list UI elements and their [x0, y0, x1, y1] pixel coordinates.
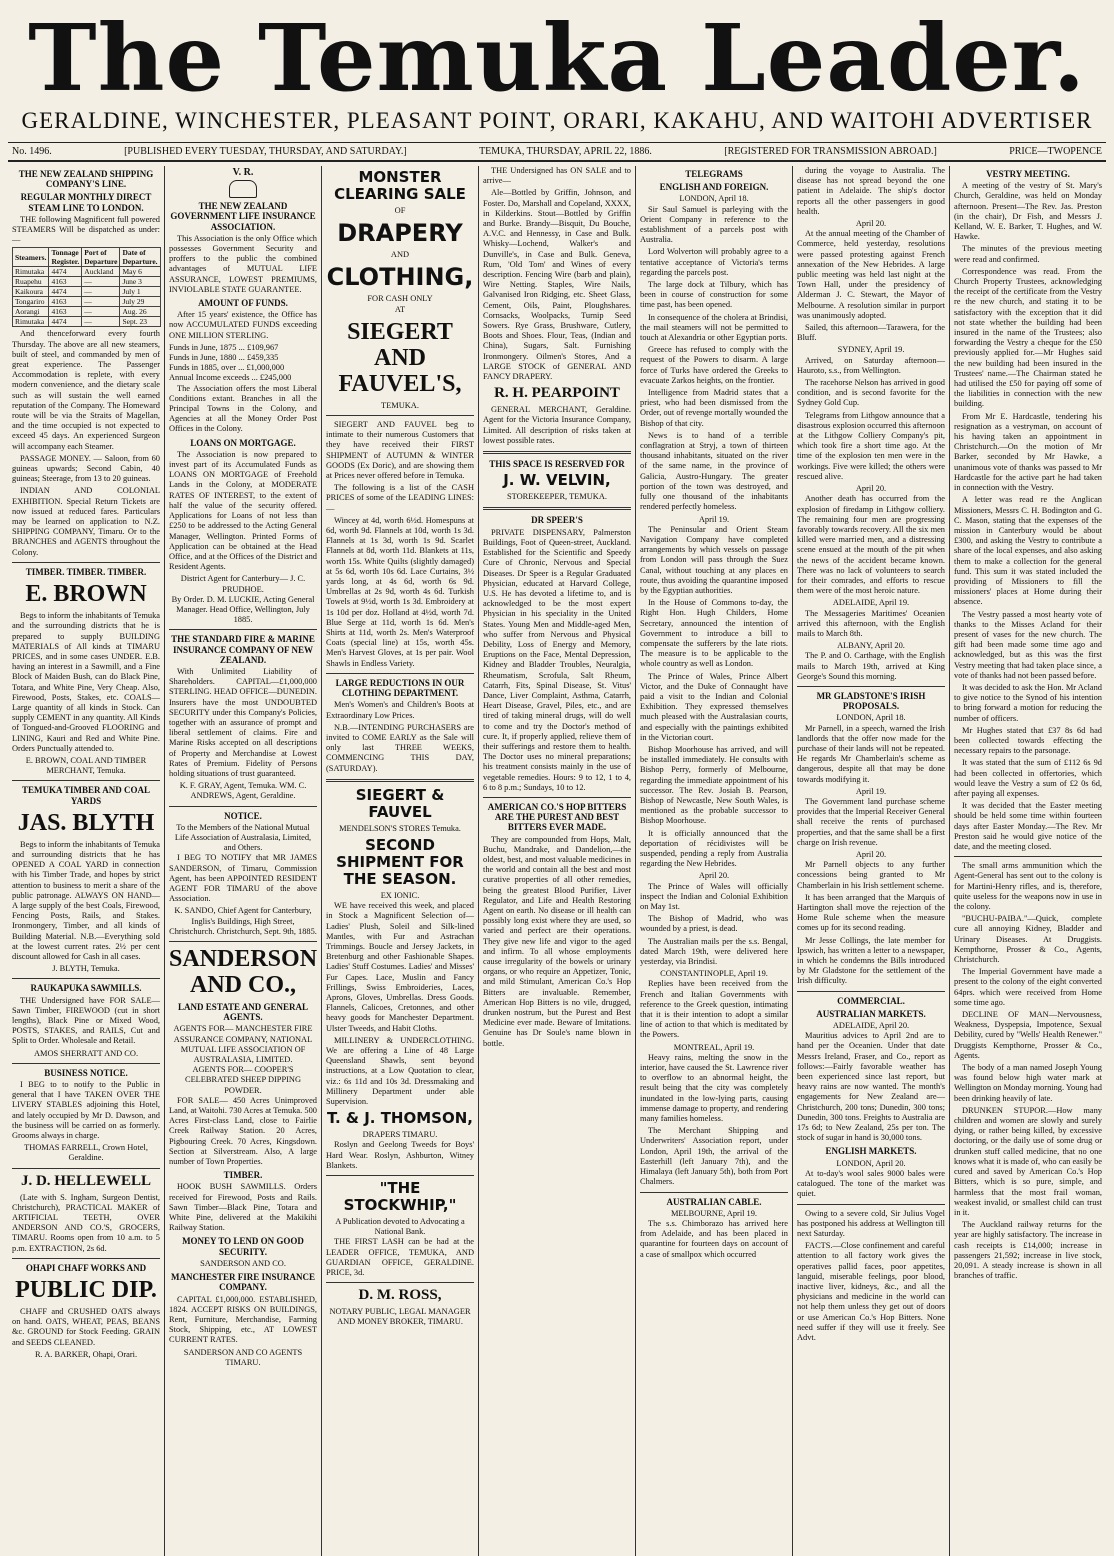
table-row	[13, 267, 161, 277]
ad-text: AGENTS FOR— COOPER'S CELEBRATED SHEEP DIPPING POWDER.	[184, 1065, 301, 1095]
article-text: Greece has refused to comply with the request of the Powers to disarm. A large force of Turks have ordered the Greeks to evacuate Zarkos heights, on the frontier.	[640, 345, 788, 385]
article-text: Replies have been received from the French and Italian Governments with reference to the Greek question, intimating that it is their intention to adopt a similar line of action to that which is meditated by the Powers.	[640, 979, 788, 1040]
ad-subheading: LAND ESTATE AND GENERAL AGENTS.	[178, 1002, 308, 1023]
article-text: Owing to a severe cold, Sir Julius Vogel has postponed his address at Wellington till next Saturday.	[797, 1208, 945, 1238]
table-cell: July 29	[120, 297, 160, 307]
article-text: Sailed, this afternoon—Tarawera, for the Bluff.	[797, 323, 945, 343]
section-heading: AUSTRALIAN CABLE.	[666, 1196, 762, 1207]
table-cell: 4163	[49, 307, 82, 317]
ad-heading: TIMBER. TIMBER. TIMBER.	[25, 566, 147, 577]
table-cell: Sept. 23	[120, 317, 160, 327]
table-row	[13, 307, 161, 317]
ad-text: A Publication devoted to Advocating a National Bank.	[335, 1217, 465, 1237]
column-6	[793, 166, 950, 1556]
ad-title: SECOND SHIPMENT FOR THE SEASON.	[336, 835, 464, 888]
list-item: Annual Income exceeds ... £245,000	[169, 373, 292, 383]
ad-text: (Late with S. Ingham, Surgeon Dentist, Christchurch), PRACTICAL MAKER of ARTIFICIAL TEETH, OVER ANDERSON AND CO.'S, GROCERS, TIMARU. Rooms open from 10 a.m. to 5 p.m. EXTRACTION, 2s 6d.	[12, 1192, 160, 1253]
column-1	[8, 166, 165, 1556]
article-text: The Government land purchase scheme provides that the Imperial Receiver General shall receive the rents of purchased properties, and that the same shall be a first charge on Irish revenue.	[797, 796, 945, 847]
ad-signature: J. BLYTH, Temuka.	[52, 964, 120, 974]
section-heading: TELEGRAMS	[685, 169, 743, 179]
ad-text: THE following Magnificent full powered STEAMERS Will be dispatched as under:—	[12, 214, 160, 245]
table-cell: 4163	[49, 297, 82, 307]
article-text: From Mr E. Hardcastle, tendering his resignation as a vestryman, on account of his having taken an appointment in Christchurch.—On the motion of Mr Barker, seconded by Mr Hawke, a unanimous vote of thanks was passed to Mr Hardcastle for the active part he had taken in connection with the Vestry.	[954, 411, 1102, 493]
ad-signature: By Order. D. M. LUCKIE, Acting General Manager. Head Office, Wellington, July 1885.	[171, 594, 315, 625]
ad-text: Wincey at 4d, worth 6½d. Homespuns at 6d, worth 9d. Flannels at 10d, worth 1s 3d. Flannels at 1s 3d, worth 1s 9d. Scarlet Flannels at 8d, worth 11d. Blankets at 11s, worth 15s. White Quilts (slightly damaged) at 5s 6d, worth 10s 6d. Lace Curtains, 3½ yards long, at 4s 6d, worth 6s 9d. Umbrellas at 2s 9d, worth 4s 6d. Turkish Towels at 9½d, worth 1s 3d. Embroidery at 1s 10d per doz. Holland at 4½d, worth 7d. Blue Serge at 11d, worth 1s 6d. Men's Shirts at 11d, worth 2s. Men's Waterproof Coats (special line) at 15s, worth 45s. Men's Harvest Gloves, at 1s per pair. Wool Shawls in Endless Variety.	[326, 515, 474, 668]
steamer-table	[12, 247, 161, 327]
ad-heading: THIS SPACE IS RESERVED FOR	[489, 459, 625, 470]
table-cell: —	[82, 307, 120, 317]
ad-text: SIEGERT AND FAUVEL beg to intimate to their numerous Customers that they have received their FIRST SHIPMENT of AUTUMN & WINTER GOODS (Ex Doric), and are showing them at Prices never offered before in Temuka.	[326, 420, 474, 481]
ad-text: The Association offers the most Liberal Conditions extant. Branches in all the Principal Towns in the Colony, and Agencies at all the Money Order Post Offices in the Colony.	[169, 383, 317, 434]
ad-text: Men's Women's and Children's Boots at Extraordinary Low Prices.	[326, 700, 474, 720]
article-text: The Peninsular and Orient Steam Navigation Company have completed arrangements by which vessels on passage from London will pass through the Suez Canal, without touching at any places en route, thus avoiding the quarantine imposed by the Egyptian authorities.	[640, 524, 788, 595]
list-item: Funds in June, 1875 ... £109,967	[169, 342, 279, 352]
section-heading: MR GLADSTONE'S IRISH PROPOSALS.	[816, 690, 926, 712]
ad-text: NOTARY PUBLIC, LEGAL MANAGER AND MONEY BROKER, TIMARU.	[329, 1307, 471, 1327]
article-text: The Bishop of Madrid, who was wounded by a priest, is dead.	[640, 914, 788, 934]
article-text: Telegrams from Lithgow announce that a disastrous explosion occurred this afternoon at the Lithgow Colliery Company's pit, which took fire a short time ago. At the time of the explosion ten men were in the workings. Five were killed; the others were rescued alive.	[797, 410, 945, 481]
ad-text: To the Members of the National Mutual Life Association of Australasia, Limited, and Others.	[174, 822, 312, 853]
table-cell: Tongariro	[13, 297, 49, 307]
ad-signature: SANDERSON AND CO AGENTS TIMARU.	[183, 1347, 303, 1367]
funds-list	[169, 343, 317, 384]
table-cell: May 6	[120, 267, 160, 277]
dateline-entry: MONTREAL, April 19.	[673, 1042, 755, 1052]
article-text: FACTS.—Close confinement and careful attention to all factory work gives the operatives pallid faces, poor appetites, languid, miserable feelings, poor blood, inactive liver, kidneys, &c., and all the physicians and medicine in the world can not help them unless they get out of doors or use American Co.'s Hop Bitters. None need suffer if they will use it freely. See Advt.	[797, 1241, 945, 1342]
ad-signature: R. A. BARKER, Ohapi, Orari.	[34, 1349, 138, 1359]
table-cell: 4474	[49, 287, 82, 297]
ad-title: T. & J. THOMSON,	[327, 1109, 473, 1128]
article-text: Lord Wolverton will probably agree to a tentative acceptance of Victoria's terms regarding the parcels post.	[640, 247, 788, 277]
ad-text: AT	[394, 304, 406, 314]
dateline-entry: April 20.	[855, 850, 887, 859]
dateline-entry: CONSTANTINOPLE, April 19.	[660, 969, 768, 979]
ad-title: SANDERSON AND CO.,	[169, 946, 318, 999]
ad-text: Ale—Bottled by Griffin, Johnson, and Foster. Do, Marshall and Copeland, XXXX, in Kilderkins. Stout—Bottled by Griffin and Burke. Brandy—Bisquit, Du Bouche, A.V.C. and Hennessy, in Case and Bulk. Whisky—Lochend, Walker's and Dunville's, in Case and Bulk. Geneva, Rum, 'Old Tom' and Wines of every description. Fencing Wire (barb and plain), Wire Netting. Staples, Wire Nails, Galvanised Iron Ridging, etc. Sheet Glass, Cement, Oils, Paint, Ploughshares. Cornsacks, Woolpacks, Turnip Seed Sowers. Rye Grass, Brushware, Cutlery, Boots and Shoes. Flour, Teas, (Indian and China), Sugars, Salt. Furnishing Ironmongery. Oilmen's Stores, And a LARGE STOCK of GENERAL AND FANCY DRAPERY.	[483, 188, 631, 382]
ad-signature: THOMAS FARRELL, Crown Hotel, Geraldine.	[24, 1143, 148, 1163]
ad-text: CHAFF and CRUSHED OATS always on hand. OATS, WHEAT, PEAS, BEANS &c. GROUND for Stock Feeding. GRAIN and SEEDS CLEANED.	[12, 1307, 160, 1347]
ad-text: PRIVATE DISPENSARY, Palmerston Buildings, Foot of Queen-street, Auckland. Established for the Scientific and Speedy Cure of Chronic, Nervous and Special Diseases. Dr Speer is a Regular Graduated Physician, educated at Harvard College, U.S. He has devoted a lifetime to, and is acknowledged to be the most expert Physician in his speciality in the United States. Young Men and Middle-aged Men, who suffer from Nervous and Physical Debility, Loss of Energy and Memory, Eruptions on the Face, Mental Depression, Kidney and Bladder Troubles, Neuralgia, Rheumatism, Scrofula, Salt Rheum, Catarrh, Fits, Spinal Disease, St. Vitus' Dance, Liver Complaint, Asthma, Catarrh, Heart Disease, Gravel, Piles, etc., and are tired of taking mineral drugs, will do well to come and try the Doctor's method of cure. It, if properly applied, relieve them of their sufferings and restore them to health. The Doctor uses no mineral preparations; his treatment consists mainly in the use of vegetable remedies. Hours: 9 to 12, 1 to 4, 6 to 8 p.m.; Sundays, 10 to 12.	[483, 527, 631, 792]
ad-text: MILLINERY & UNDERCLOTHING. We are offering a Line of 48 Large Queensland Shawls, sent beyond instructions, at a Low Quotation to clear, viz.: 6s 11d and 10s 3d. Dressmaking and Millinery Department under able Supervision.	[326, 1035, 474, 1106]
article-text: The Vestry passed a most hearty vote of thanks to the Misses Acland for their present of vases for the new church. The gift had been made some time ago and acknowledged, but as this was the first Vestry meeting that had taken place since, a vote of thanks had not been passed before.	[954, 609, 1102, 680]
ad-signature: SANDERSON AND CO.	[200, 1258, 286, 1268]
table-cell: Ruapehu	[13, 277, 49, 287]
table-header: Port of Departure	[82, 248, 120, 267]
article-text: The Auckland railway returns for the year are highly satisfactory. The increase in cash receipts is £14,000; increase in passengers 21,592; increase in live stock, 20,091. A steady increase is shown in all branches of traffic.	[954, 1220, 1102, 1281]
article-text: "BUCHU-PAIBA."—Quick, complete cure all annoying Kidney, Bladder and Urinary Diseases. At Druggists. Kempthorne, Prosser & Co., Agents, Christchurch.	[954, 914, 1102, 965]
table-cell: Kaikoura	[13, 287, 49, 297]
dateline-entry: SYDNEY, April 19.	[837, 345, 905, 355]
dateline-entry: April 20.	[855, 484, 887, 494]
table-cell: June 3	[120, 277, 160, 287]
ad-text: CAPITAL £1,000,000. ESTABLISHED, 1824. ACCEPT RISKS ON BUILDINGS, Rent, Furniture, Merchandise, Farming Stock, Shipping, etc., AT LOWEST CURRENT RATES.	[169, 1294, 317, 1345]
ad-text: PASSAGE MONEY. — Saloon, from 60 guineas upwards; Second Cabin, 40 guineas; Steerage, from 13 to 20 guineas.	[12, 453, 160, 484]
ad-text: THE Undersigned has ON SALE and to arrive—	[483, 166, 631, 186]
ad-signature: K. SANDO, Chief Agent for Canterbury, Inglis's Buildings, High Street, Christchurch. Christchurch, Sept. 9th, 1885.	[169, 906, 317, 936]
article-text: The minutes of the previous meeting were read and confirmed.	[954, 244, 1102, 264]
ad-heading: DR SPEER'S	[531, 515, 583, 526]
article-text: The Messageries Maritimes' Oceanien arrived this afternoon, with the English mails to March 8th.	[797, 608, 945, 638]
ad-text: WE have received this week, and placed in Stock a Magnificent Selection of— Ladies' Plush, Soleil and Silk-lined Mantles, with Fur and Astrachan Trimmings. Boucle and Jersey Jackets, in Bretenburg and other Fashionable Shapes. Ladies' Stuff Costumes. Ladies' and Misses' Fur Capes. Lace, Muslin and Fancy Frillings, Swiss Embroideries, Laces, Aprons, Gloves, Umbrellas. Dress Goods. Flannels, Calicoes, Cretonnes, and other heavy goods for Manchester Department. Ulster Tweeds, and Habit Cloths.	[326, 901, 474, 1033]
list-item: Funds in June, 1880 ... £459,335	[169, 353, 279, 363]
table-row	[13, 277, 161, 287]
ad-heading: THE NEW ZEALAND SHIPPING COMPANY'S LINE.	[18, 169, 154, 190]
table-header: Date of Departure.	[120, 248, 160, 267]
article-text: It has been arranged that the Marquis of Hartington shall move the rejection of the Home Rule scheme when the measure comes up for its second reading.	[797, 892, 945, 933]
ad-signature: K. F. GRAY, Agent, Temuka. WM. C. ANDREWS, Agent, Geraldine.	[179, 781, 307, 801]
ad-heading: NOTICE.	[224, 810, 262, 821]
article-text: It is officially announced that the deportation of récidivistes will be suspended, pending a reply from Australia regarding the New Hebrides.	[640, 828, 788, 869]
table-cell: 4163	[49, 277, 82, 287]
table-cell: —	[82, 317, 120, 327]
section-subheading: ENGLISH MARKETS.	[825, 1146, 917, 1157]
article-text: The Merchant Shipping and Underwriters' Association report, under London, April 19th, the arrival of the Easterhill (left January 7th), and the Himalaya (left January 5th), both from Port Chalmers.	[640, 1126, 788, 1187]
ad-text: STOREKEEPER, TEMUKA.	[507, 492, 607, 502]
article-text: News is to hand of a terrible conflagration at Stryj, a town of thirteen thousand inhabitants, situated on the river of the same name, in the province of Galicia, Austro-Hungary. The greater portion of the town was destroyed, and fully one thousand of the inhabitants rendered perfectly homeless.	[640, 430, 788, 512]
ad-text: HOOK BUSH SAWMILLS. Orders received for Firewood, Posts and Rails. Sawn Timber—Black Pine, Totara and White Pine, delivered at the Makikihi Railway Station.	[169, 1182, 317, 1233]
ad-text: I BEG TO NOTIFY that MR JAMES SANDERSON, of Timaru, Commission Agent, has been APPOINTED RESIDENT AGENT FOR TIMARU of the above Association.	[169, 853, 317, 904]
article-text: The s.s. Chimborazo has arrived here from Adelaide, and has been placed in quarantine for fourteen days on account of a case of smallpox which occurred	[640, 1218, 788, 1259]
ad-signature: AMOS SHERRATT AND CO.	[33, 1048, 139, 1058]
article-text: It was decided to ask the Hon. Mr Acland to give notice to the Synod of his intention to bring forward a motion for reducing the number of officers.	[954, 682, 1102, 723]
table-cell: Rimutaka	[13, 317, 49, 327]
column-4	[479, 166, 636, 1556]
crest-icon	[229, 180, 257, 198]
section-subheading: AUSTRALIAN MARKETS.	[816, 1008, 926, 1019]
ad-text: N.B.—INTENDING PURCHASERS are invited to COME EARLY as the Sale will only last THREE WEEKS, COMMENCING THIS DAY, (SATURDAY).	[326, 722, 474, 773]
ad-title: MONSTER CLEARING SALE	[334, 168, 466, 203]
dateline-entry: LONDON, April 20.	[836, 1158, 906, 1168]
ad-text: With Unlimited Liability of Shareholders. CAPITAL—£1,000,000 STERLING. HEAD OFFICE—DUNEDIN. Insurers have the most UNDOUBTED SECURITY under this Company's Policies, together with an assurance of prompt and liberal settlement of claims. Fire and Marine Risks accepted on all descriptions of Property and Merchandise at Lowest Rates of Premium. Fidelity of Persons holding situations of trust guaranteed.	[169, 666, 317, 778]
ad-text: TEMUKA.	[381, 400, 419, 410]
ad-heading: TIMBER.	[223, 1170, 263, 1181]
ad-text: AGENTS FOR— MANCHESTER FIRE ASSURANCE COMPANY, NATIONAL MUTUAL LIFE ASSOCIATION OF AUSTRALASIA, LIMITED.	[173, 1024, 313, 1065]
ad-heading: TEMUKA TIMBER AND COAL YARDS	[21, 785, 151, 806]
table-cell: Aorangi	[13, 307, 49, 317]
article-text: The small arms ammunition which the Agent-General has sent out to the colony is for Martini-Henry rifles, and is, therefore, quite useless for the weapons now in use in the colony.	[954, 861, 1102, 912]
article-text: Bishop Moorhouse has arrived, and will be installed immediately. He consults with Bishop Perry, formerly of Melbourne, regarding the immediate appointment of his successor. The Rev. Josiah B. Pearson, Bishop of Newcastle, New South Wales, is mentioned as the probable successor to Bishop Moorhouse.	[640, 744, 788, 826]
dateline-entry: April 20.	[698, 871, 730, 881]
ad-heading: BUSINESS NOTICE.	[44, 1067, 128, 1078]
ad-heading: THE STANDARD FIRE & MARINE INSURANCE COMPANY OF NEW ZEALAND.	[171, 634, 315, 665]
section-subheading: ENGLISH AND FOREIGN.	[659, 182, 769, 193]
article-text: Mr Jesse Collings, the late member for Ipswich, has written a letter to a newspaper, in which he condemns the Bills introduced by Mr Gladstone for the settlement of the Irish difficulty.	[797, 935, 945, 986]
ad-text: EX IONIC.	[380, 890, 420, 900]
columns	[8, 166, 1106, 1556]
ad-text: Begs to inform the inhabitants of Temuka and the surrounding districts that he is prepared to supply BUILDING MATERIALS of All kinds at TIMARU PRICES, and in some cases UNDER. E.B. having an interest in a Sawmill, and a Fine Block of Maiden Bush, can do Black Pine, Totara, and White Pine, Very Cheap. Also, Firewood, Posts, Stakes, etc. COALS—Large quantity of all kinds in Stock. Can supply CEMENT in any quantity. All Kinds of Tongued-and-Grooved FLOORING and LINING, Kauri and Red and White Pine. Orders Punctually attended to.	[12, 611, 160, 753]
issue-price: PRICE—TWOPENCE	[1009, 146, 1102, 157]
ad-text: District Agent for Canterbury— J. C. PRUDHOE.	[180, 574, 306, 594]
dateline-entry: April 19.	[698, 514, 730, 524]
article-text: DECLINE OF MAN—Nervousness, Weakness, Dyspepsia, Impotence, Sexual Debility, cured by "Wells' Health Renewer." Druggists Kempthorne, Prosser & Co., Agents.	[954, 1010, 1102, 1060]
royal-emblem	[169, 168, 317, 178]
ad-heading: MONEY TO LEND ON GOOD SECURITY.	[182, 1236, 304, 1257]
article-text: The racehorse Nelson has arrived in good condition, and is second favorite for the Sydney Gold Cup.	[797, 378, 945, 408]
ad-text: THE Undersigned have FOR SALE— Sawn Timber, FIREWOOD (cut in short lengths), Black Pine or Mixed Wood, POSTS, STAKES, and RAILS, Cut and Split to Order. Wholesale and Retail.	[12, 995, 160, 1046]
ad-subheading: REGULAR MONTHLY DIRECT STEAM LINE TO LONDON.	[20, 192, 152, 213]
article-text: The Prince of Wales, Prince Albert Victor, and the Duke of Connaught have paid a visit to the Indian and Colonial Exhibition. They expressed themselves much pleased with the Australasian courts, and especially with the paintings exhibited in the Victorian court.	[640, 671, 788, 742]
vr-mark: V. R.	[232, 167, 254, 178]
table-cell: —	[82, 277, 120, 287]
ad-text: This Association is the only Office which possesses Government Security and proffers to the public the combined advantages of MUTUAL LIFE ASSURANCE, LOWEST PREMIUMS, INVIOLABLE STATE GUARANTEE.	[169, 233, 317, 294]
article-text: Heavy rains, melting the snow in the interior, have caused the St. Lawrence river to overflow to an abnormal height, the result being that the city was completely inundated in the low-lying parts, causing immense damage to property, and rendering many families homeless.	[640, 1052, 788, 1124]
dateline	[8, 142, 1106, 162]
ad-title: J. W. VELVIN,	[503, 471, 611, 490]
masthead-title: The Temuka Leader.	[28, 4, 1086, 112]
article-text: The Prince of Wales will officially inspect the Indian and Colonial Exhibition on May 1st.	[640, 881, 788, 912]
registration-note: [REGISTERED FOR TRANSMISSION ABROAD.]	[724, 146, 937, 157]
column-7	[950, 166, 1106, 1556]
section-heading: COMMERCIAL.	[837, 995, 905, 1006]
table-cell: 4474	[49, 267, 82, 277]
column-2	[165, 166, 322, 1556]
article-text: It was decided that the Easter meeting should be held some time within fourteen days after Easter Monday.—The Rev. Mr Preston said he would give notice of the date, and the meeting closed.	[954, 801, 1102, 851]
ad-text: MENDELSON'S STORES Temuka.	[339, 823, 461, 833]
ad-text: I BEG to to notify to the Public in general that I have TAKEN OVER THE LIVERY STABLES adjoining this Hotel, and lately occupied by Mr D. Dawson, and the business will be carried on as formerly. Grooms always in charge.	[12, 1080, 160, 1141]
ad-text: FOR CASH ONLY	[367, 294, 433, 304]
ad-text: OF	[394, 206, 406, 215]
ad-title: JAS. BLYTH	[17, 809, 155, 836]
article-text: At to-day's wool sales 9000 bales were catalogued. The tone of the market was quiet.	[797, 1168, 945, 1199]
ad-title: DRAPERY	[337, 219, 463, 248]
ad-text: The following is a list of the CASH PRICES of some of the LEADING LINES:—	[326, 483, 474, 513]
table-header: Steamers.	[13, 248, 49, 267]
ad-text: INDIAN AND COLONIAL EXHIBITION. Special Return Tickets are now issued at reduced fares. Particulars may be learned on application to N.Z. SHIPPING COMPANY, Timaru. Or to the BRANCHES and AGENTS throughout the Colony.	[12, 486, 160, 557]
ad-title: "THE STOCKWHIP,"	[343, 1179, 457, 1214]
table-cell: Aug. 26	[120, 307, 160, 317]
section-heading: VESTRY MEETING.	[986, 169, 1070, 179]
ad-text: Roslyn and Geelong Tweeds for Boys' Hard Wear. Roslyn, Ashburton, Witney Blankets.	[326, 1140, 474, 1170]
dateline-entry: ALBANY, April 20.	[837, 641, 905, 651]
ad-heading: LOANS ON MORTGAGE.	[190, 437, 296, 448]
article-text: Correspondence was read. From the Church Property Trustees, acknowledging the receipt of the certificate from the Vestry re the new church, and stating it to be satisfactory with the exception that it did not state whether the building had been insured in the name of the Trustees; also forwarding the Vestry a cheque for the £50 previously applied for.—Mr Hughes said the new building had been insured in the Trustees' name.—The Chairman stated he had utilised the £50 for paying off some of the liabilities in connection with the new building.	[954, 266, 1102, 409]
ad-signature: E. BROWN, COAL AND TIMBER MERCHANT, Temuka.	[25, 755, 147, 776]
ad-text: Begs to inform the inhabitants of Temuka and surrounding districts that he has OPENED A COAL YARD in connection with his Timber Trade, and hopes by strict attention to business to merit a share of the public patronage. ALWAYS ON HAND— A large supply of the best Coals, Firewood, Fencing Posts, Rails, and Stakes. Ironmongery, Timber, and all kinds of Building Material. N.B.—Everything sold at the lowest current rates. 2½ per cent discount allowed for Cash in all cases.	[12, 839, 160, 961]
ad-title: PUBLIC DIP.	[15, 1277, 157, 1304]
ad-text: AND	[390, 250, 410, 260]
dateline-entry: ADELAIDE, April 19.	[832, 598, 910, 608]
table-row	[13, 297, 161, 307]
ad-title: CLOTHING,	[326, 263, 474, 292]
dateline-entry: MELBOURNE, April 19.	[670, 1208, 758, 1218]
publication-schedule: [PUBLISHED EVERY TUESDAY, THURSDAY, AND SATURDAY.]	[124, 146, 407, 157]
table-cell: 4474	[49, 317, 82, 327]
table-cell: —	[82, 297, 120, 307]
article-text: Mr Hughes stated that £37 8s 6d had been collected towards effecting the necessary repairs to the parsonage.	[954, 725, 1102, 756]
article-text: Intelligence from Madrid states that a priest, who had been dismissed from the Order, out of revenge mortally wounded the Bishop of that city.	[640, 388, 788, 428]
ad-text: THE FIRST LASH can be had at the LEADER OFFICE, TEMUKA, AND GUARDIAN OFFICE, GERALDINE. PRICE, 3d.	[326, 1237, 474, 1278]
article-text: The Imperial Government have made a present to the colony of the eight converted 64prs. which were received from Home some time ago.	[954, 967, 1102, 1007]
masthead-subtitle: GERALDINE, WINCHESTER, PLEASANT POINT, ORARI, KAKAHU, AND WAITOHI ADVERTISER	[21, 108, 1093, 133]
dateline-entry: April 19.	[855, 786, 887, 796]
ad-heading: MANCHESTER FIRE INSURANCE COMPANY.	[170, 1272, 316, 1293]
dateline-entry: LONDON, April 18.	[836, 713, 906, 723]
ad-heading: AMOUNT OF FUNDS.	[198, 298, 288, 309]
article-text: A meeting of the vestry of St. Mary's Church, Geraldine, was held on Monday afternoon. Present—The Rev. Jas. Preston (in the chair), Dr Fish, and Messrs J. Kelland, W. E. Barker, T. Hughes, and W. Hawke.	[954, 181, 1102, 242]
dateline-entry: ADELAIDE, April 20.	[832, 1021, 910, 1031]
ad-heading: OHAPI CHAFF WORKS AND	[25, 1262, 147, 1273]
table-cell: Rimutaka	[13, 267, 49, 277]
article-text: The body of a man named Joseph Young was found below high water mark at Wellington on Monday morning. Young had been drinking heavily of late.	[954, 1063, 1102, 1103]
article-text: Mauritius advices to April 2nd are to hand per the Oceanien. Under that date Messrs Ireland, Fraser, and Co., report as follows:—Fairly favorable weather has been experienced since last report, but heavy rains are now wanted. The month's engagements for New Zealand are—Christchurch, 200 tons; Dunedin, 300 tons; Dunedin, 300 tons. Freights to Australia are 17s 6d; to New Zealand, 25s per ton. The stock of sugar in hand is 30,000 tons.	[797, 1031, 945, 1143]
article-text: DRUNKEN STUPOR.—How many children and women are slowly and surely dying, or rather being killed, by excessive doctoring, or the daily use of some drug or drunken stuff called medicine, that no one knows what it is made of, who can easily be cured and saved by American Co.'s Hop Bitters, which is so pure, simple, and harmless that the most frail woman, weakest invalid, or smallest child can trust in it.	[954, 1105, 1102, 1217]
article-text: A letter was read re the Anglican Missioners, Messrs C. H. Bodington and G. C. Mason, stating that the expenses of the mission in Canterbury would be about £300, and asking the Vestry to contribute a share of the local expenses, and also asking them to make a collection for the general fund. This sum it was stated included the providing of Missioners to fill the missioners' places at Home during their absence.	[954, 495, 1102, 607]
ad-heading: THE NEW ZEALAND GOVERNMENT LIFE INSURANCE ASSOCIATION.	[170, 201, 316, 232]
article-text: In consequence of the cholera at Brindisi, the mail steamers will not be permitted to touch at Alexandria or other Egyptian ports.	[640, 312, 788, 343]
column-5	[636, 166, 793, 1556]
ad-title: SIEGERT AND FAUVEL'S,	[338, 318, 462, 397]
ad-heading: LARGE REDUCTIONS IN OUR CLOTHING DEPARTMENT.	[335, 677, 465, 699]
issue-number: No. 1496.	[12, 146, 52, 157]
table-row	[13, 317, 161, 327]
ad-heading: AMERICAN CO.'S HOP BITTERS ARE THE PUREST AND BEST BITTERS EVER MADE.	[487, 801, 627, 833]
ad-text: And thenceforward every fourth Thursday. The above are all new steamers, built of steel, and commanded by men of great experience. The Passenger Accommodation is replete, with every modern convenience, and the dietary scale such as will sustain the well earned reputation of the Company. The Homeward route will be via the Straits of Magellan, and the time occupied is not expected to exceed 45 days. An experienced Surgeon will accompany each Steamer.	[12, 329, 160, 451]
article-text: At the annual meeting of the Chamber of Commerce, held yesterday, resolutions were passed protesting against French annexation of the New Hebrides. A large public meeting was held last night at the Town Hall, under the presidency of Alderman J. C. Stewart, the Mayor of Melbourne. A resolution similar in purport was unanimously adopted.	[797, 229, 945, 320]
table-cell: —	[82, 287, 120, 297]
ad-title: R. H. PEARPOINT	[494, 385, 620, 402]
article-text: It was stated that the sum of £112 6s 9d had been collected in offertories, which would leave the Vestry a sum of £2 0s 6d, after paying all expenses.	[954, 758, 1102, 798]
article-text: The P. and O. Carthage, with the English mails to March 19th, arrived at King George's Sound this morning.	[797, 651, 945, 681]
table-row	[13, 287, 161, 297]
ad-text: FOR SALE— 450 Acres Unimproved Land, at Waitohi. 730 Acres at Temuka. 500 Acres First-class Land, close to Fairlie Creek Railway Station. 20 Acres, Pigbouring Creek. 70 Acres, Kingsdown. Section at Silverstream. Also, A large number of Town Properties.	[169, 1095, 317, 1167]
dateline-entry: LONDON, April 18.	[679, 194, 749, 204]
dateline-entry: April 20.	[855, 219, 887, 229]
article-text: Arrived, on Saturday afternoon—Hauroto, s.s., from Wellington.	[797, 355, 945, 375]
column-3	[322, 166, 479, 1556]
ad-title: SIEGERT & FAUVEL	[355, 785, 445, 821]
ad-heading: RAUKAPUKA SAWMILLS.	[30, 983, 142, 994]
ad-text: GENERAL MERCHANT, Geraldine. Agent for the Victoria Insurance Company, Limited. All description of risks taken at lowest possible rates.	[483, 405, 631, 445]
ad-title: E. BROWN	[25, 581, 147, 608]
article-text: Mr Parnell objects to any further concessions being granted to Mr Chamberlain in his Irish settlement scheme.	[797, 860, 945, 890]
table-cell: July 1	[120, 287, 160, 297]
ad-title: J. D. HELLEWELL	[20, 1172, 152, 1189]
ad-text: DRAPERS TIMARU.	[362, 1130, 438, 1140]
article-text: during the voyage to Australia. The disease has not spread beyond the one patient in Adelaide. The ship's doctor reports all the other passengers in good health.	[797, 166, 945, 216]
ad-text: The Association is now prepared to invest part of its Accumulated Funds as LOANS ON MORTGAGE of Freehold Lands in the Colony, at MODERATE RATES OF INTEREST, to the extent of half the value of the security offered. Applications for Loans of not less than £250 to be addressed to the Acting General Manager, Wellington. Printed Forms of Application can be obtained at the Head Office, and at the Offices of the District and Resident Agents.	[169, 449, 317, 572]
ad-title: D. M. ROSS,	[358, 1287, 442, 1304]
list-item: Funds in 1885, over ... £1,000,000	[169, 363, 285, 373]
issue-date: TEMUKA, THURSDAY, APRIL 22, 1886.	[479, 146, 652, 157]
article-text: Another death has occurred from the explosion of firedamp in Lithgow colliery. The remaining four men are progressing favorably towards recovery. All the six men killed were married men, and a distressing scene ensued at the mouth of the pit when the news of the accident became known. There was no lack of volunteers to search for their comrades, and efforts to rescue them were of the most heroic nature.	[797, 494, 945, 596]
ad-text: They are compounded from Hops, Malt, Buchu, Mandrake, and Dandelion,—the oldest, best, and most valuable medicines in the world and contain all the best and most curative properties of all other remedies, being the greatest Blood Purifier, Liver Regulator, and Life and Health Restoring Agent on earth. No disease or ill health can possibly long exist where they are used, so varied and perfect are their operations. They give new life and vigor to the aged and infirm. To all whose employments cause irregularity of the bowels or urinary organs, or who require an Appetizer, Tonic, and mild Stimulant, American Co.'s Hop Bitters are invaluable. Remember, American Hop Bitters is no vile, drugged, drunken nostrum, but the Purest and Best Medicine ever made. Beware of Imitations. Genuine has Dr Soule's name blown in bottle.	[483, 834, 631, 1048]
article-text: In the House of Commons to-day, the Right Hon. Hugh Childers, Home Secretary, announced the intention of Government to introduce a bill to compensate the sufferers by the late riots. The measure is to be applicable to the whole country as well as London.	[640, 598, 788, 669]
article-text: The Australian mails per the s.s. Bengal, dated March 19th, were delivered here yesterday, via Brindisi.	[640, 936, 788, 967]
table-header: Tonnage Register.	[49, 248, 82, 267]
article-text: Mr Parnell, in a speech, warned the Irish landlords that the offer now made for the purchase of their lands will not be repeated. He regards Mr Chamberlain's scheme as dangerous, despite all that may be done towards modifying it.	[797, 723, 945, 784]
table-cell: Auckland	[82, 267, 120, 277]
article-text: Sir Saul Samuel is parleying with the Orient Company in reference to the establishment of a parcels post with Australia.	[640, 204, 788, 245]
ad-text: After 15 years' existence, the Office has now ACCUMULATED FUNDS exceeding ONE MILLION STERLING.	[169, 310, 317, 340]
article-text: The large dock at Tilbury, which has been in course of construction for some time past, has been opened.	[640, 280, 788, 310]
